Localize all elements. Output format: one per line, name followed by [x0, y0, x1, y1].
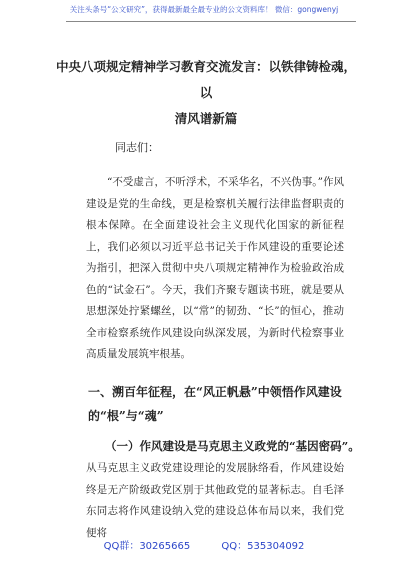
- salutation: 同志们：: [115, 141, 159, 154]
- title-line-1: 中央八项规定精神学习教育交流发言：以铁律铸检魂，以: [56, 59, 357, 100]
- header-divider: [66, 21, 356, 22]
- intro-paragraph: “不受虚言，不听浮术，不采华名，不兴伪事。”作风建设是党的生命线，更是检察机关履行法律监督职责的根本保障。在全面建设社会主义现代化国家的新征程上，我们必须以习近平总书记关于作风建设的重要论述为指引，把深入贯彻中央八项规定精神作为检验政治成色的“试金石”。今天，我们齐聚专题读书班，就是要从思想深处拧紧螺丝，以“常”的韧劲、“长”的恒心，推动全市检察系统作风建设向纵深发展，为新时代检察事业高质量发展筑牢根基。: [86, 176, 344, 360]
- document-title: [56, 54, 356, 132]
- section-paragraph: 从马克思主义政党建设理论的发展脉络看，作风建设始终是无产阶级政党区别于其他政党的显著标志。自毛泽东同志将作风建设纳入党的建设总体布局以来，我们党便将: [86, 462, 344, 539]
- footer-qq: QQ：535304092: [221, 541, 305, 552]
- footer-contact: [0, 537, 408, 552]
- header-promo-note: 关注头条号“公文研究”，获得最新最全最专业的公文资料库！ 微信：gongwenyj: [69, 5, 339, 14]
- subsection-heading: （一）作风建设是马克思主义政党的“基因密码”。: [105, 439, 360, 453]
- section-heading: 一、溯百年征程，在“风正帆悬”中领悟作风建设的“根”与“魂”: [88, 385, 342, 423]
- title-line-2: 清风谱新篇: [174, 111, 238, 126]
- footer-qq-group: QQ群：30265665: [103, 541, 191, 552]
